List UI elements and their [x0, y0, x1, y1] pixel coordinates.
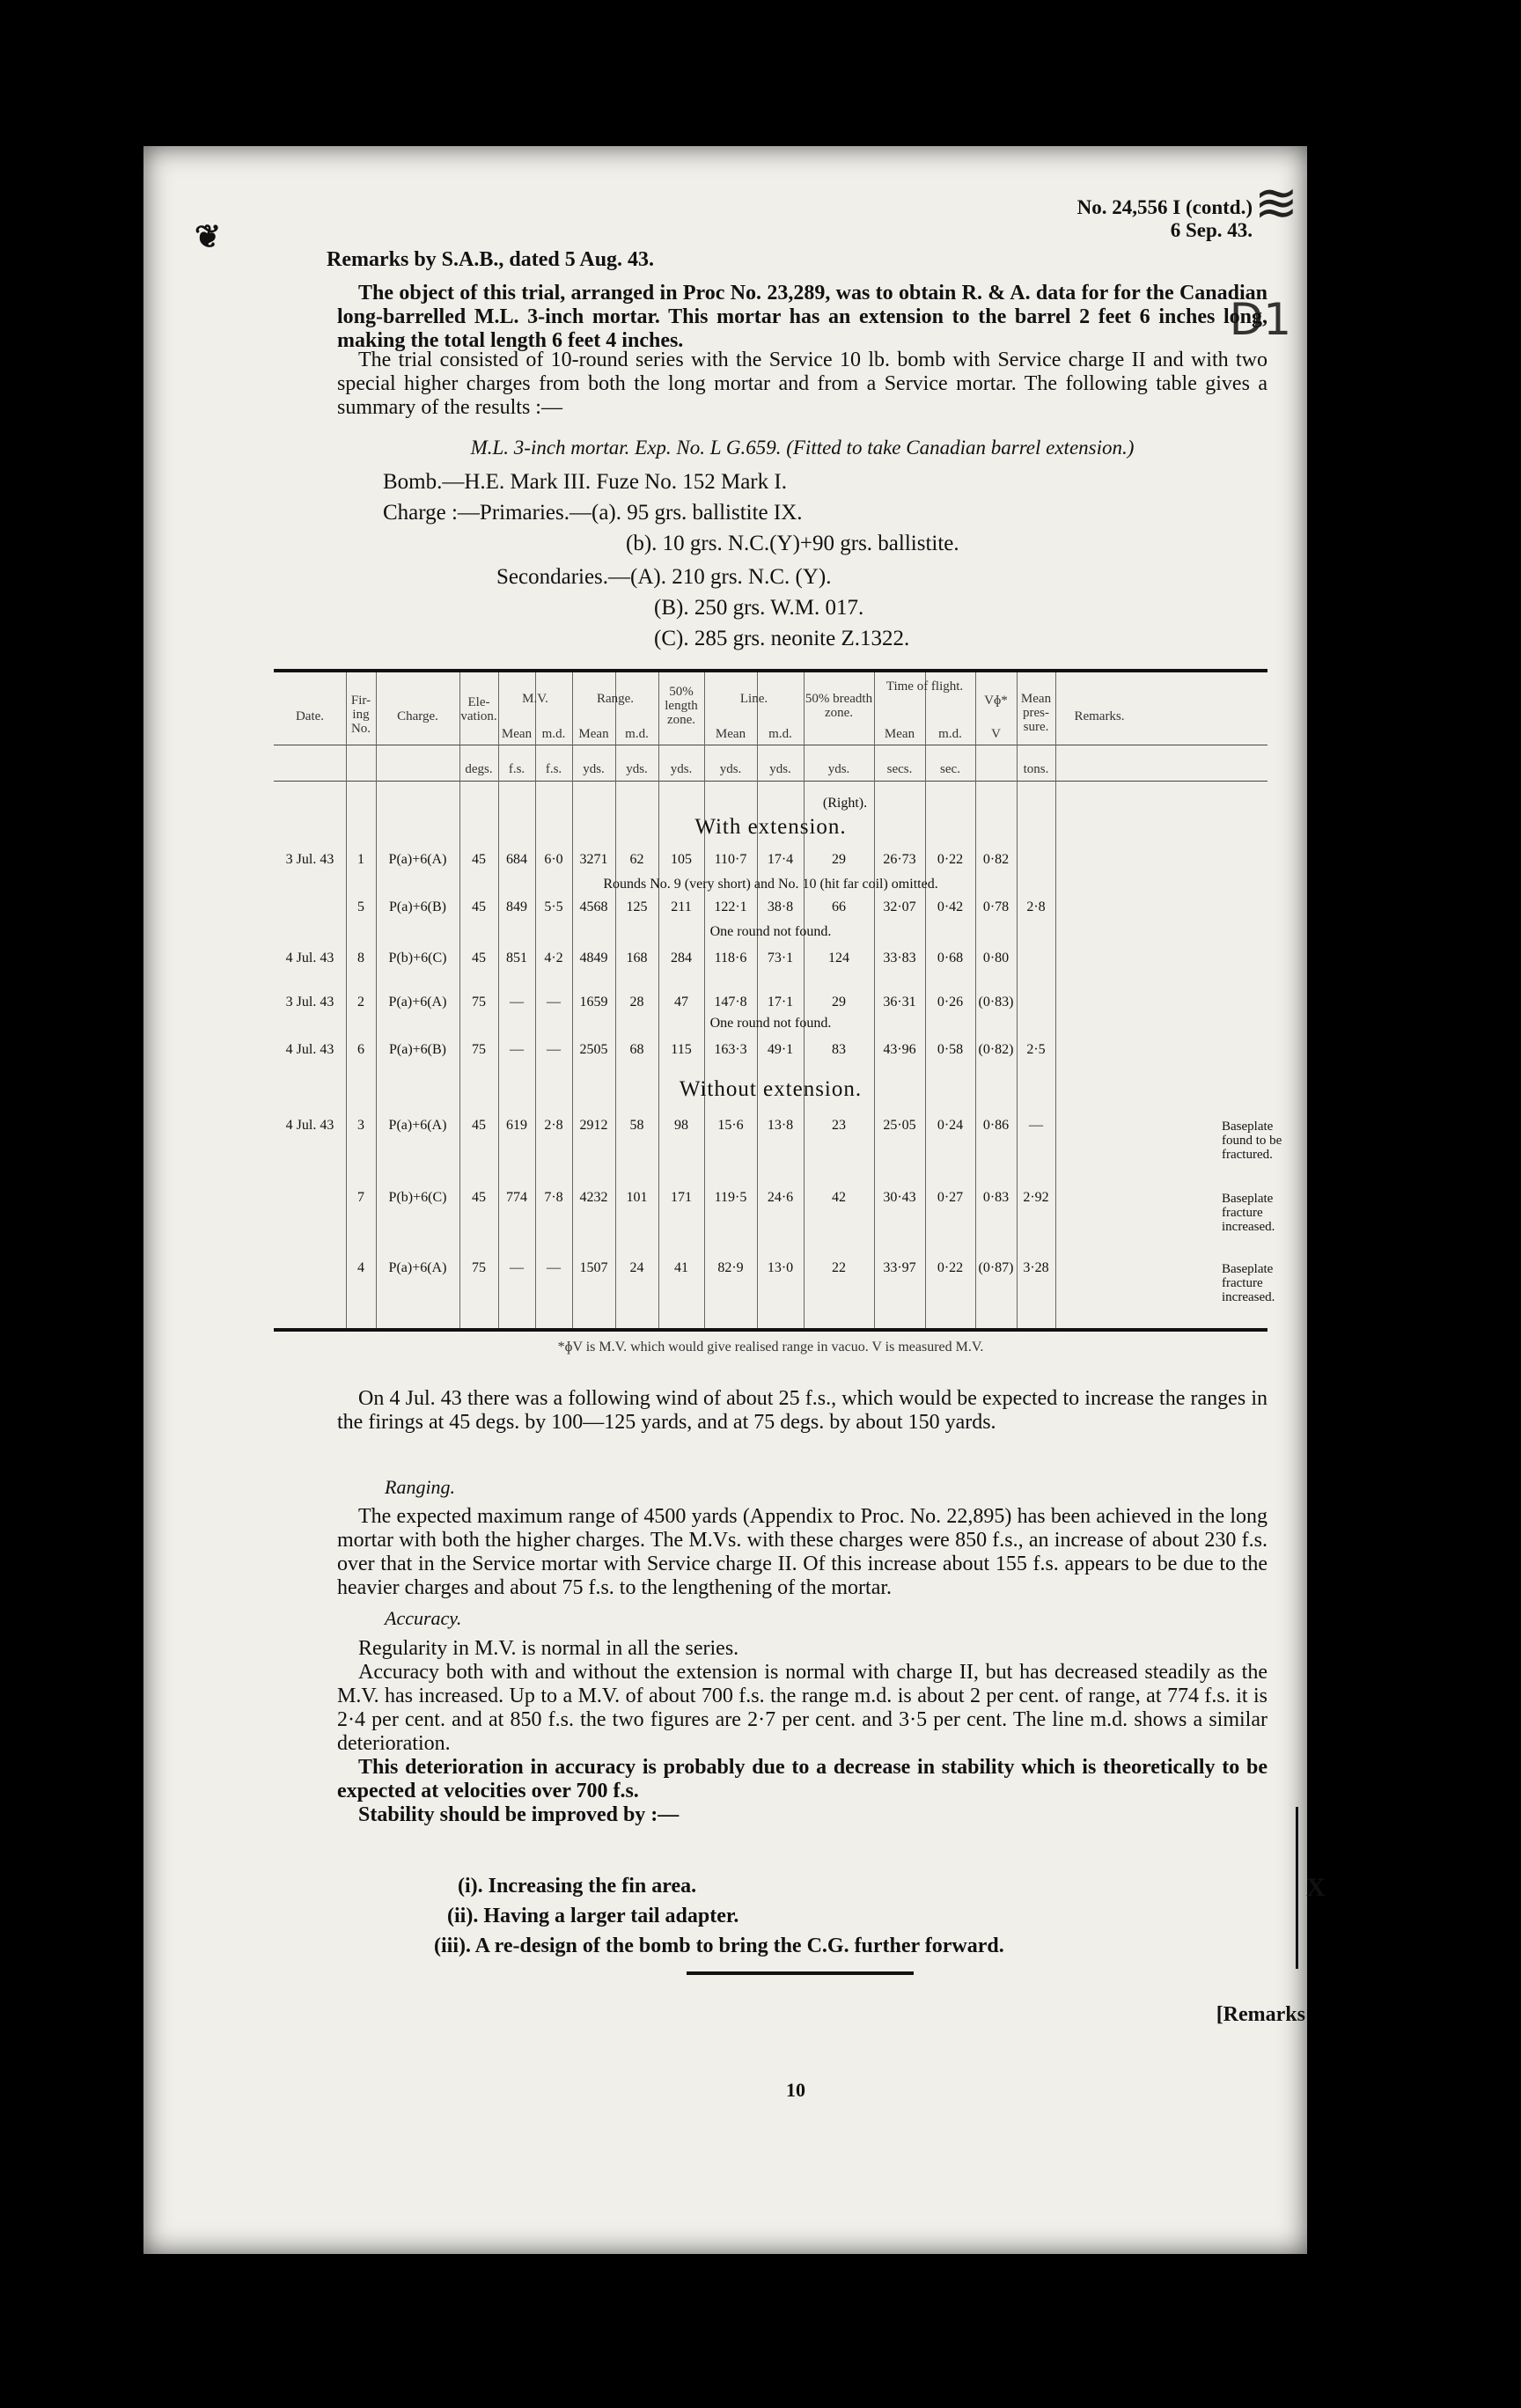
table-cell-lmd: 73·1 [767, 951, 794, 965]
table-unit: sec. [940, 762, 960, 776]
table-cell-charge: P(b)+6(C) [388, 951, 447, 965]
table-cell-len: 284 [671, 951, 692, 965]
table-cell-mvmd: 4·2 [544, 951, 563, 965]
table-top-rule [274, 669, 1268, 672]
with-extension-title: With extension. [694, 815, 847, 839]
table-cell-mv: 851 [506, 951, 527, 965]
table-cell-elev: 45 [472, 899, 486, 914]
table-cell-tof: 33·97 [883, 1260, 916, 1275]
table-cell-mv: 619 [506, 1118, 527, 1133]
table-cell-len: 47 [674, 995, 688, 1009]
table-cell-tmd: 0·27 [937, 1190, 964, 1205]
table-cell-tof: 36·31 [883, 995, 916, 1009]
table-cell-line: 82·9 [717, 1260, 744, 1275]
table-cell-rmd: 101 [626, 1190, 648, 1205]
table-cell-mvmd: — [547, 1042, 561, 1057]
table-cell-no: 8 [357, 951, 364, 965]
table-cell-rmd: 58 [629, 1118, 644, 1133]
margin-x-mark: X [1306, 1873, 1326, 1902]
charge-spec-b: (b). 10 grs. N.C.(Y)+90 grs. ballistite. [626, 532, 959, 555]
charge-spec-a: Charge :—Primaries.—(a). 95 grs. ballistite IX. [383, 501, 803, 525]
table-cell-breadth: 42 [832, 1190, 846, 1205]
table-cell-date: 4 Jul. 43 [285, 1042, 334, 1057]
table-unit: yds. [827, 762, 850, 776]
table-cell-date: 4 Jul. 43 [285, 1118, 334, 1133]
table-unit: yds. [626, 762, 648, 776]
th-tof-mean: Mean [884, 727, 915, 741]
document-page [143, 146, 1326, 2254]
table-cell-press: 2·5 [1026, 1042, 1046, 1057]
document-reference [1077, 196, 1253, 242]
th-length-zone: 50% length zone. [665, 685, 698, 727]
accuracy-detail: Accuracy both with and without the extension is normal with charge II, but has decreased steadily as the M.V. has increased. Up to a M.V. of about 700 f.s. the range m.d. is about 2 per cent. of range, at 774 f.s. it is 2·4 per cent. and at 850 f.s. the two figures are 2·7 per cent. and 3·5 per cent. The line m.d. shows a similar deterioration. [337, 1661, 1268, 1755]
table-cell-len: 41 [674, 1260, 688, 1275]
th-range-md: m.d. [625, 727, 649, 741]
th-elevation: Ele-vation. [460, 695, 497, 723]
table-cell-tmd: 0·42 [937, 899, 964, 914]
secondary-spec-a: Secondaries.—(A). 210 grs. N.C. (Y). [496, 565, 832, 589]
table-cell-no: 2 [357, 995, 364, 1009]
table-cell-mvmd: 7·8 [544, 1190, 563, 1205]
secondary-spec-b: (B). 250 grs. W.M. 017. [654, 596, 864, 620]
table-cell-tof: 26·73 [883, 852, 916, 867]
table-cell-mvmd: — [547, 995, 561, 1009]
th-range: Range. [596, 692, 635, 706]
table-unit: secs. [886, 762, 913, 776]
note-rounds-omitted: Rounds No. 9 (very short) and No. 10 (hit far coil) omitted. [603, 877, 938, 892]
table-cell-date: 3 Jul. 43 [285, 995, 334, 1009]
table-cell-elev: 45 [472, 1118, 486, 1133]
table-cell-len: 98 [674, 1118, 688, 1133]
table-cell-range: 4568 [579, 899, 608, 914]
table-cell-mv: 774 [506, 1190, 527, 1205]
table-cell-charge: P(a)+6(A) [388, 1118, 447, 1133]
table-cell-no: 7 [357, 1190, 364, 1205]
table-cell-range: 1659 [579, 995, 608, 1009]
table-cell-breadth: 83 [832, 1042, 846, 1057]
note-round-not-found-2: One round not found. [709, 1016, 832, 1031]
table-cell-lmd: 13·0 [767, 1260, 794, 1275]
table-unit: f.s. [545, 762, 562, 776]
secondary-spec-c: (C). 285 grs. neonite Z.1322. [654, 627, 910, 650]
table-cell-mvmd: 2·8 [544, 1118, 563, 1133]
without-extension-title: Without extension. [679, 1077, 863, 1101]
th-firing-no: Fir-ing No. [350, 694, 371, 736]
table-cell-v: (0·82) [978, 1042, 1014, 1057]
th-date: Date. [295, 709, 325, 723]
remark-fractured: Baseplate found to be fractured. [1222, 1120, 1282, 1162]
table-cell-breadth: 29 [832, 852, 846, 867]
table-cell-line: 118·6 [714, 951, 747, 965]
table-cell-lmd: 38·8 [767, 899, 794, 914]
table-cell-range: 2505 [579, 1042, 608, 1057]
th-charge: Charge. [397, 709, 438, 723]
table-cell-tmd: 0·24 [937, 1118, 964, 1133]
table-cell-lmd: 17·1 [767, 995, 794, 1009]
th-breadth-zone: 50% breadth zone. [805, 692, 873, 720]
table-cell-mv: — [510, 1260, 524, 1275]
catchword: [Remarks [1216, 2003, 1305, 2026]
table-cell-v: 0·83 [982, 1190, 1010, 1205]
table-cell-breadth: 124 [828, 951, 849, 965]
table-cell-elev: 45 [472, 951, 486, 965]
stability-intro: Stability should be improved by :— [358, 1803, 680, 1826]
corner-scribble: ≋ [1253, 173, 1298, 234]
table-cell-tof: 25·05 [883, 1118, 916, 1133]
table-cell-line: 122·1 [714, 899, 747, 914]
table-cell-rmd: 62 [629, 852, 644, 867]
table-cell-lmd: 13·8 [767, 1118, 794, 1133]
th-mv-mean: Mean [501, 727, 533, 741]
table-cell-range: 4849 [579, 951, 608, 965]
table-cell-charge: P(b)+6(C) [388, 1190, 447, 1205]
reference-date: 6 Sep. 43. [1170, 219, 1253, 241]
accuracy-regularity: Regularity in M.V. is normal in all the series. [358, 1637, 739, 1660]
table-cell-date: 3 Jul. 43 [285, 852, 334, 867]
th-remarks: Remarks. [1074, 709, 1125, 723]
table-footnote: *ɸV is M.V. which would give realised range in vacuo. V is measured M.V. [557, 1340, 984, 1354]
table-cell-charge: P(a)+6(B) [388, 1042, 446, 1057]
remark-fracture-increased-1: Baseplate fracture increased. [1222, 1192, 1275, 1234]
table-cell-elev: 75 [472, 995, 486, 1009]
table-cell-rmd: 168 [626, 951, 648, 965]
table-cell-tmd: 0·22 [937, 852, 964, 867]
table-cell-breadth: 23 [832, 1118, 846, 1133]
table-cell-line: 110·7 [714, 852, 747, 867]
pencil-annotation: D1 [1229, 294, 1291, 345]
accuracy-deterioration: This deterioration in accuracy is probably due to a decrease in stability which is theoretically to be expected at velocities over 700 f.s. [337, 1756, 1268, 1802]
table-cell-v: 0·86 [982, 1118, 1010, 1133]
th-mv: M.V. [522, 692, 548, 706]
table-cell-lmd: 24·6 [767, 1190, 794, 1205]
th-time-of-flight: Time of flight. [885, 679, 964, 694]
table-cell-press: — [1029, 1118, 1043, 1133]
table-cell-line: 163·3 [714, 1042, 747, 1057]
table-cell-elev: 75 [472, 1042, 486, 1057]
table-unit: degs. [465, 762, 493, 776]
table-cell-no: 3 [357, 1118, 364, 1133]
right-label: (Right). [822, 796, 868, 811]
margin-bracket [1296, 1807, 1298, 1969]
table-cell-range: 4232 [579, 1190, 608, 1205]
paragraph-accuracy [337, 1637, 1268, 1827]
table-cell-lmd: 17·4 [767, 852, 794, 867]
table-cell-press: 3·28 [1023, 1260, 1049, 1275]
th-mv-md: m.d. [541, 727, 566, 741]
list-item-iii: (iii). A re-design of the bomb to bring the C.G. further forward. [434, 1934, 1004, 1957]
paragraph-ranging: The expected maximum range of 4500 yards (Appendix to Proc. No. 22,895) has been achieved in the long mortar with both the higher charges. The M.Vs. with these charges were 850 f.s., an increase of about 230 f.s. over that in the Service mortar with Service charge II. Of this increase about 155 f.s. appears to be due to the heavier charges and about 75 f.s. to the lengthening of the mortar. [337, 1505, 1268, 1599]
table-cell-line: 147·8 [714, 995, 747, 1009]
table-cell-v: 0·78 [982, 899, 1010, 914]
table-cell-len: 105 [671, 852, 692, 867]
ranging-subheading: Ranging. [385, 1476, 456, 1498]
table-cell-elev: 45 [472, 852, 486, 867]
th-line-mean: Mean [715, 727, 746, 741]
table-cell-charge: P(a)+6(A) [388, 1260, 447, 1275]
margin-mark: ❦ [195, 219, 222, 254]
table-cell-no: 4 [357, 1260, 364, 1275]
table-cell-lmd: 49·1 [767, 1042, 794, 1057]
table-cell-v: (0·83) [978, 995, 1014, 1009]
table-cell-mvmd: 6·0 [544, 852, 563, 867]
table-cell-tmd: 0·26 [937, 995, 964, 1009]
table-cell-v: 0·82 [982, 852, 1010, 867]
table-cell-no: 5 [357, 899, 364, 914]
table-cell-no: 6 [357, 1042, 364, 1057]
paragraph-wind: On 4 Jul. 43 there was a following wind of about 25 f.s., which would be expected to increase the ranges in the firings at 45 degs. by 100—125 yards, and at 75 degs. by about 150 yards. [337, 1387, 1268, 1434]
page-number: 10 [786, 2079, 805, 2101]
table-cell-charge: P(a)+6(A) [388, 852, 447, 867]
table-unit: yds. [583, 762, 605, 776]
table-cell-charge: P(a)+6(B) [388, 899, 446, 914]
th-pressure: Mean pres-sure. [1020, 692, 1052, 734]
table-cell-tof: 43·96 [883, 1042, 916, 1057]
table-units-rule [274, 781, 1268, 782]
bomb-spec: Bomb.—H.E. Mark III. Fuze No. 152 Mark I. [383, 470, 787, 494]
table-cell-charge: P(a)+6(A) [388, 995, 447, 1009]
table-cell-rmd: 24 [629, 1260, 644, 1275]
table-cell-breadth: 29 [832, 995, 846, 1009]
reference-number: No. 24,556 I (contd.) [1076, 196, 1253, 218]
note-round-not-found-1: One round not found. [709, 924, 832, 939]
paragraph-object: The object of this trial, arranged in Proc No. 23,289, was to obtain R. & A. data for for the Canadian long-barrelled M.L. 3-inch mortar. This mortar has an extension to the barrel 2 feet 6 inches long, making the total length 6 feet 4 inches. [337, 282, 1268, 352]
table-cell-tmd: 0·58 [937, 1042, 964, 1057]
table-cell-tof: 33·83 [883, 951, 916, 965]
table-cell-v: 0·80 [982, 951, 1010, 965]
table-cell-date: 4 Jul. 43 [285, 951, 334, 965]
table-cell-mv: — [510, 1042, 524, 1057]
accuracy-subheading: Accuracy. [385, 1607, 462, 1629]
table-cell-press: 2·92 [1023, 1190, 1049, 1205]
table-cell-rmd: 68 [629, 1042, 644, 1057]
remark-fracture-increased-2: Baseplate fracture increased. [1222, 1262, 1275, 1304]
closing-rule [687, 1971, 914, 1975]
table-unit: yds. [769, 762, 791, 776]
remarks-heading: Remarks by S.A.B., dated 5 Aug. 43. [327, 248, 655, 271]
table-cell-tof: 32·07 [883, 899, 916, 914]
table-cell-range: 2912 [579, 1118, 608, 1133]
table-cell-len: 171 [671, 1190, 692, 1205]
table-cell-mvmd: — [547, 1260, 561, 1275]
table-cell-elev: 45 [472, 1190, 486, 1205]
table-unit: yds. [670, 762, 693, 776]
table-cell-rmd: 28 [629, 995, 644, 1009]
table-cell-elev: 75 [472, 1260, 486, 1275]
mortar-spec-title: M.L. 3-inch mortar. Exp. No. L G.659. (Fitted to take Canadian barrel extension.) [470, 437, 1135, 459]
table-cell-tmd: 0·68 [937, 951, 964, 965]
table-cell-press: 2·8 [1026, 899, 1046, 914]
paragraph-trial: The trial consisted of 10-round series with the Service 10 lb. bomb with Service charge II and with two special higher charges from both the long mortar and from a Service mortar. The following table gives a summary of the results :— [337, 349, 1268, 419]
table-cell-line: 119·5 [714, 1190, 747, 1205]
table-column-line [1055, 672, 1056, 1328]
list-item-i: (i). Increasing the fin area. [458, 1875, 697, 1898]
th-v: V [991, 727, 1001, 741]
table-cell-mv: 849 [506, 899, 527, 914]
th-line: Line. [739, 692, 768, 706]
list-item-ii: (ii). Having a larger tail adapter. [447, 1905, 739, 1927]
table-cell-len: 115 [671, 1042, 692, 1057]
th-range-mean: Mean [578, 727, 609, 741]
table-cell-no: 1 [357, 852, 364, 867]
table-cell-len: 211 [671, 899, 692, 914]
table-cell-mvmd: 5·5 [544, 899, 563, 914]
table-bottom-rule [274, 1328, 1268, 1332]
table-cell-tmd: 0·22 [937, 1260, 964, 1275]
table-cell-tof: 30·43 [883, 1190, 916, 1205]
table-cell-rmd: 125 [626, 899, 648, 914]
table-cell-breadth: 66 [832, 899, 846, 914]
table-cell-mv: 684 [506, 852, 527, 867]
table-unit: f.s. [508, 762, 525, 776]
table-cell-range: 1507 [579, 1260, 608, 1275]
th-tof-md: m.d. [938, 727, 962, 741]
table-unit: tons. [1023, 762, 1049, 776]
table-cell-v: (0·87) [978, 1260, 1014, 1275]
table-cell-line: 15·6 [717, 1118, 744, 1133]
table-cell-mv: — [510, 995, 524, 1009]
table-cell-range: 3271 [579, 852, 608, 867]
table-cell-breadth: 22 [832, 1260, 846, 1275]
table-unit: yds. [719, 762, 742, 776]
th-vphi: Vɸ* [984, 694, 1008, 708]
th-line-md: m.d. [768, 727, 792, 741]
